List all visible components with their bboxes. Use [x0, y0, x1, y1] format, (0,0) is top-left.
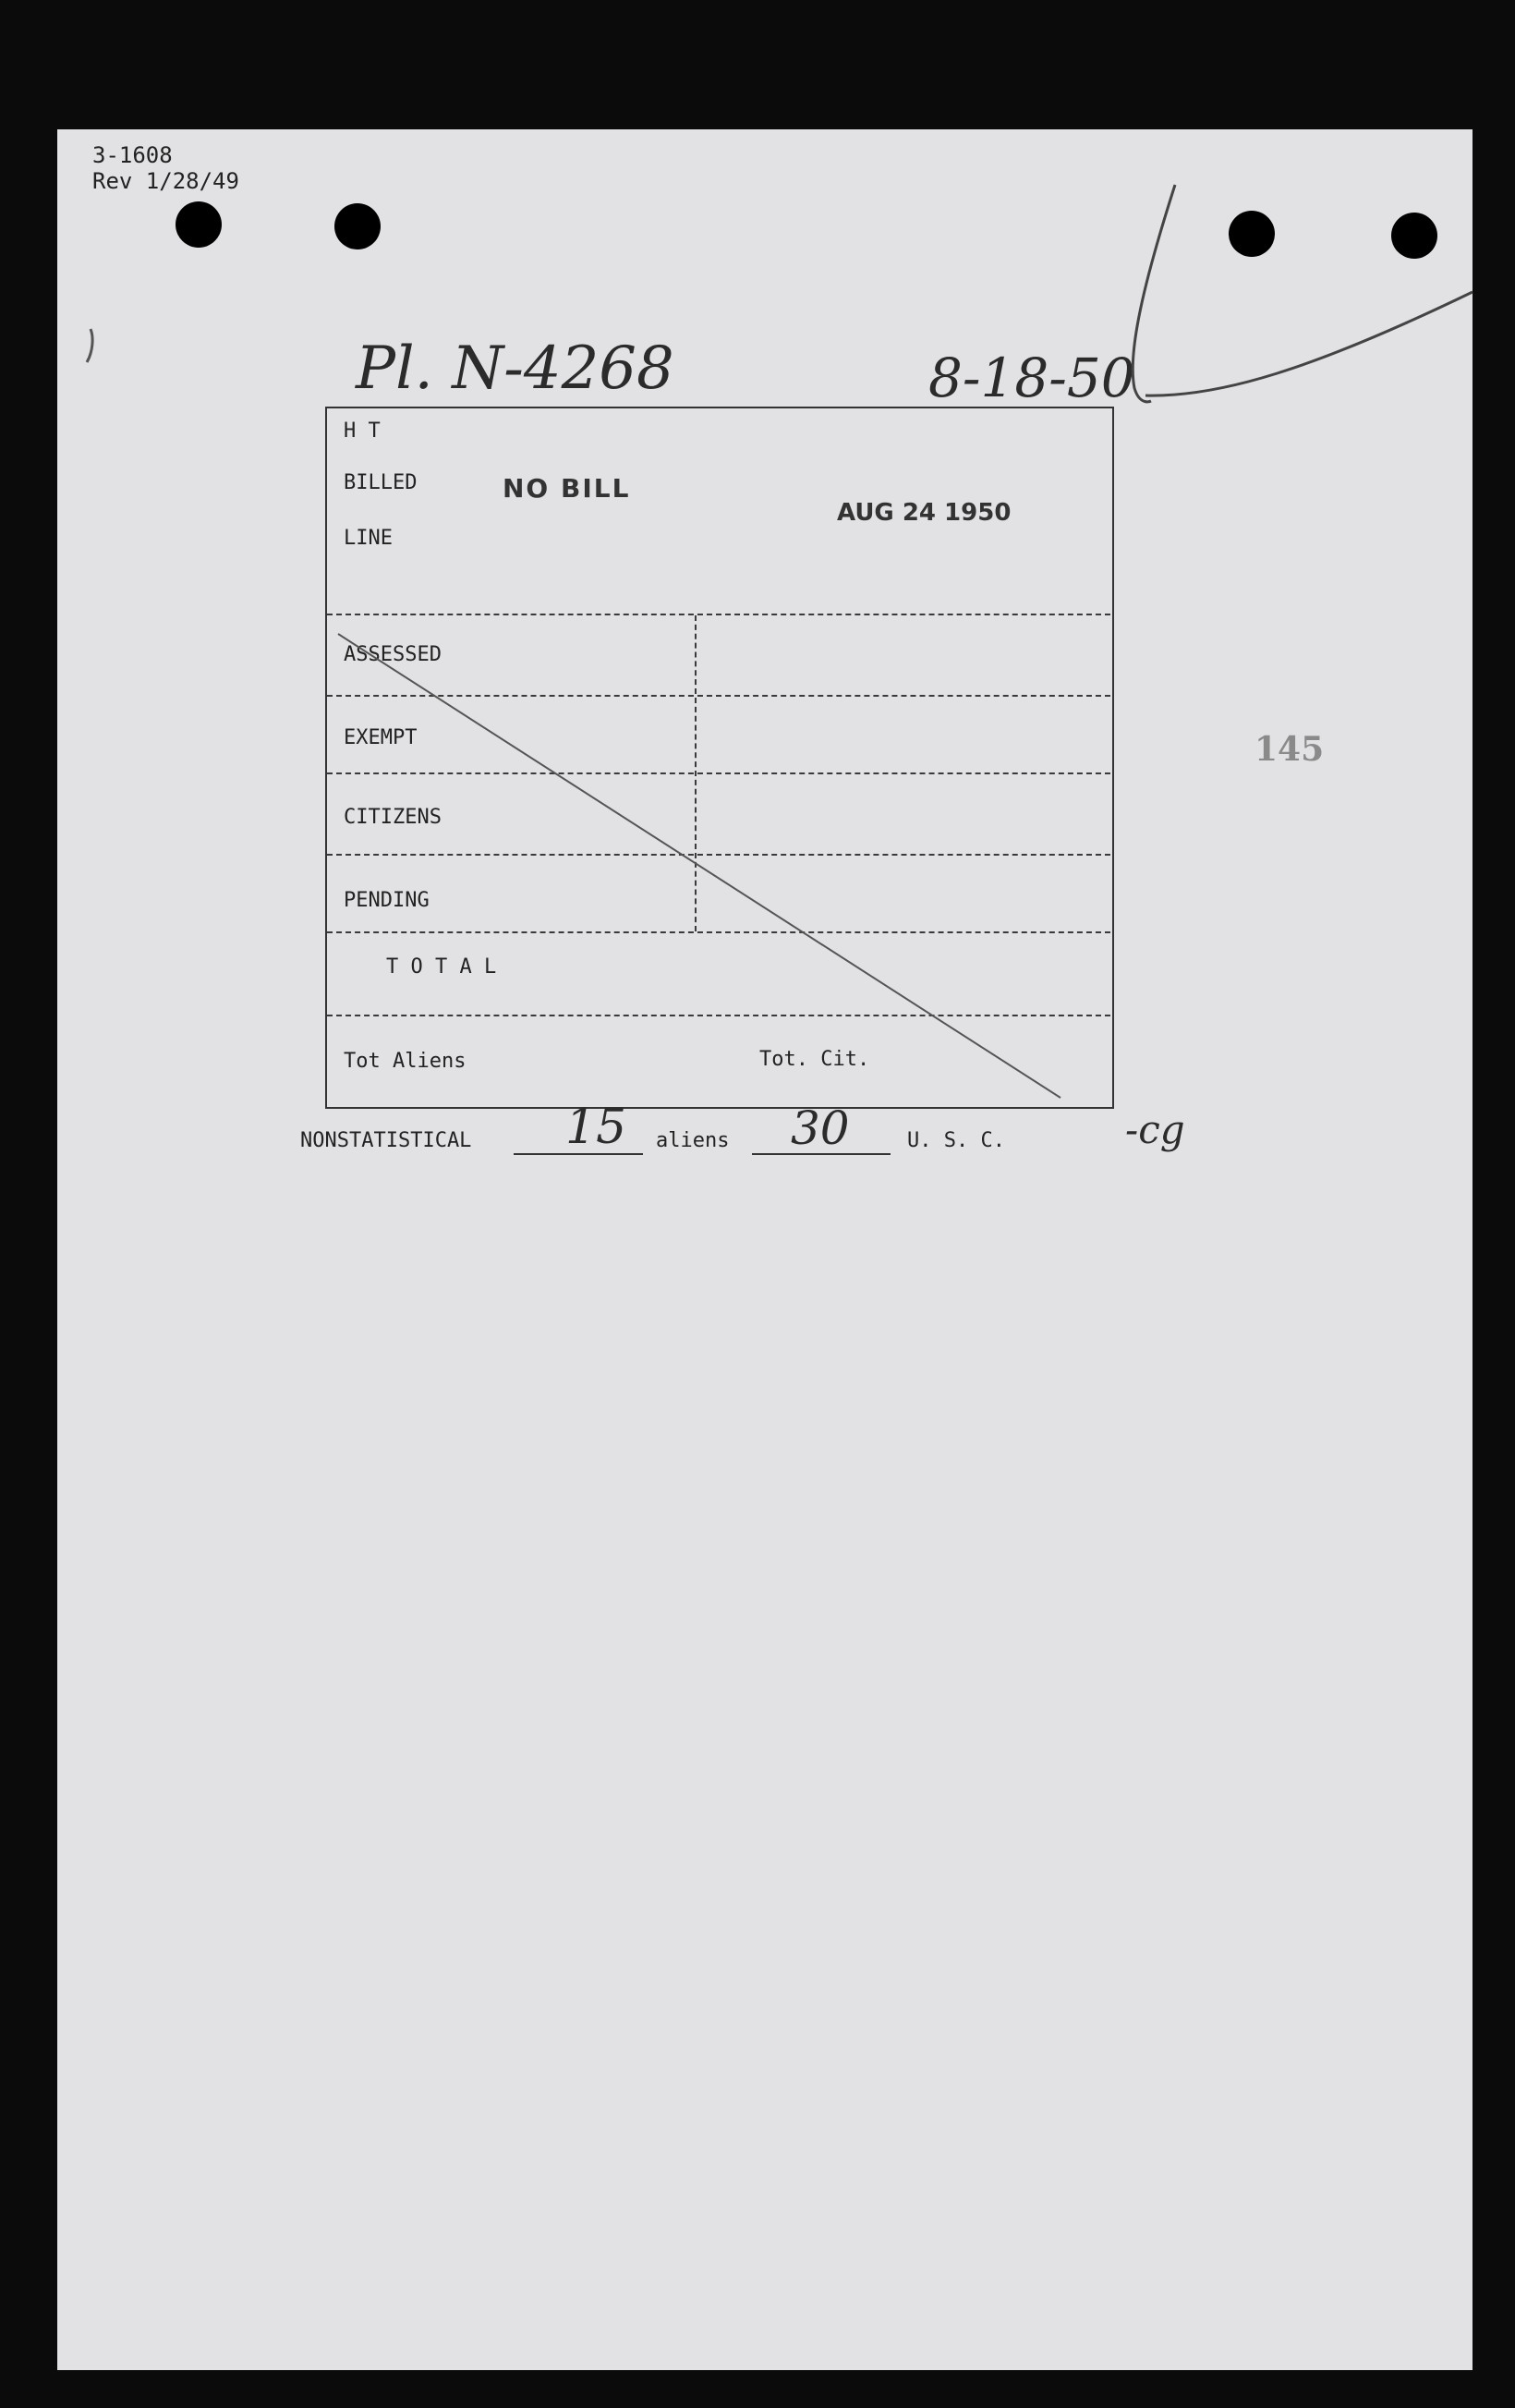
assessed-label: ASSESSED	[344, 643, 442, 666]
tot-aliens-label: Tot Aliens	[344, 1050, 467, 1073]
diagonal-cross-out-line	[338, 634, 1060, 1098]
line-label: LINE	[344, 527, 393, 550]
aliens-label: aliens	[656, 1129, 730, 1152]
margin-tick	[87, 329, 92, 362]
nonstatistical-label: NONSTATISTICAL	[300, 1129, 472, 1152]
form-revision: Rev 1/28/49	[92, 168, 239, 194]
handwritten-record-number: Pl. N-4268	[356, 334, 674, 403]
form-number: 3-1608	[92, 142, 173, 168]
handwritten-usc-count: 30	[791, 1101, 850, 1155]
date-stamp: AUG 24 1950	[837, 499, 1012, 527]
no-bill-stamp: NO BILL	[503, 473, 631, 504]
exempt-label: EXEMPT	[344, 726, 418, 749]
citizens-label: CITIZENS	[344, 806, 442, 829]
billed-label: BILLED	[344, 471, 418, 494]
handwritten-date: 8-18-50	[928, 347, 1135, 409]
usc-label: U. S. C.	[907, 1129, 1005, 1152]
handwritten-initials: -cg	[1125, 1107, 1185, 1152]
total-label: T O T A L	[386, 955, 497, 979]
margin-number: 145	[1254, 730, 1325, 769]
pencil-curve-tail	[1145, 292, 1473, 395]
pencil-curve-vertical	[1133, 185, 1175, 402]
ht-label: H T	[344, 420, 381, 443]
handwritten-aliens-count: 15	[565, 1100, 627, 1155]
tot-cit-label: Tot. Cit.	[759, 1048, 870, 1071]
pending-label: PENDING	[344, 889, 430, 912]
